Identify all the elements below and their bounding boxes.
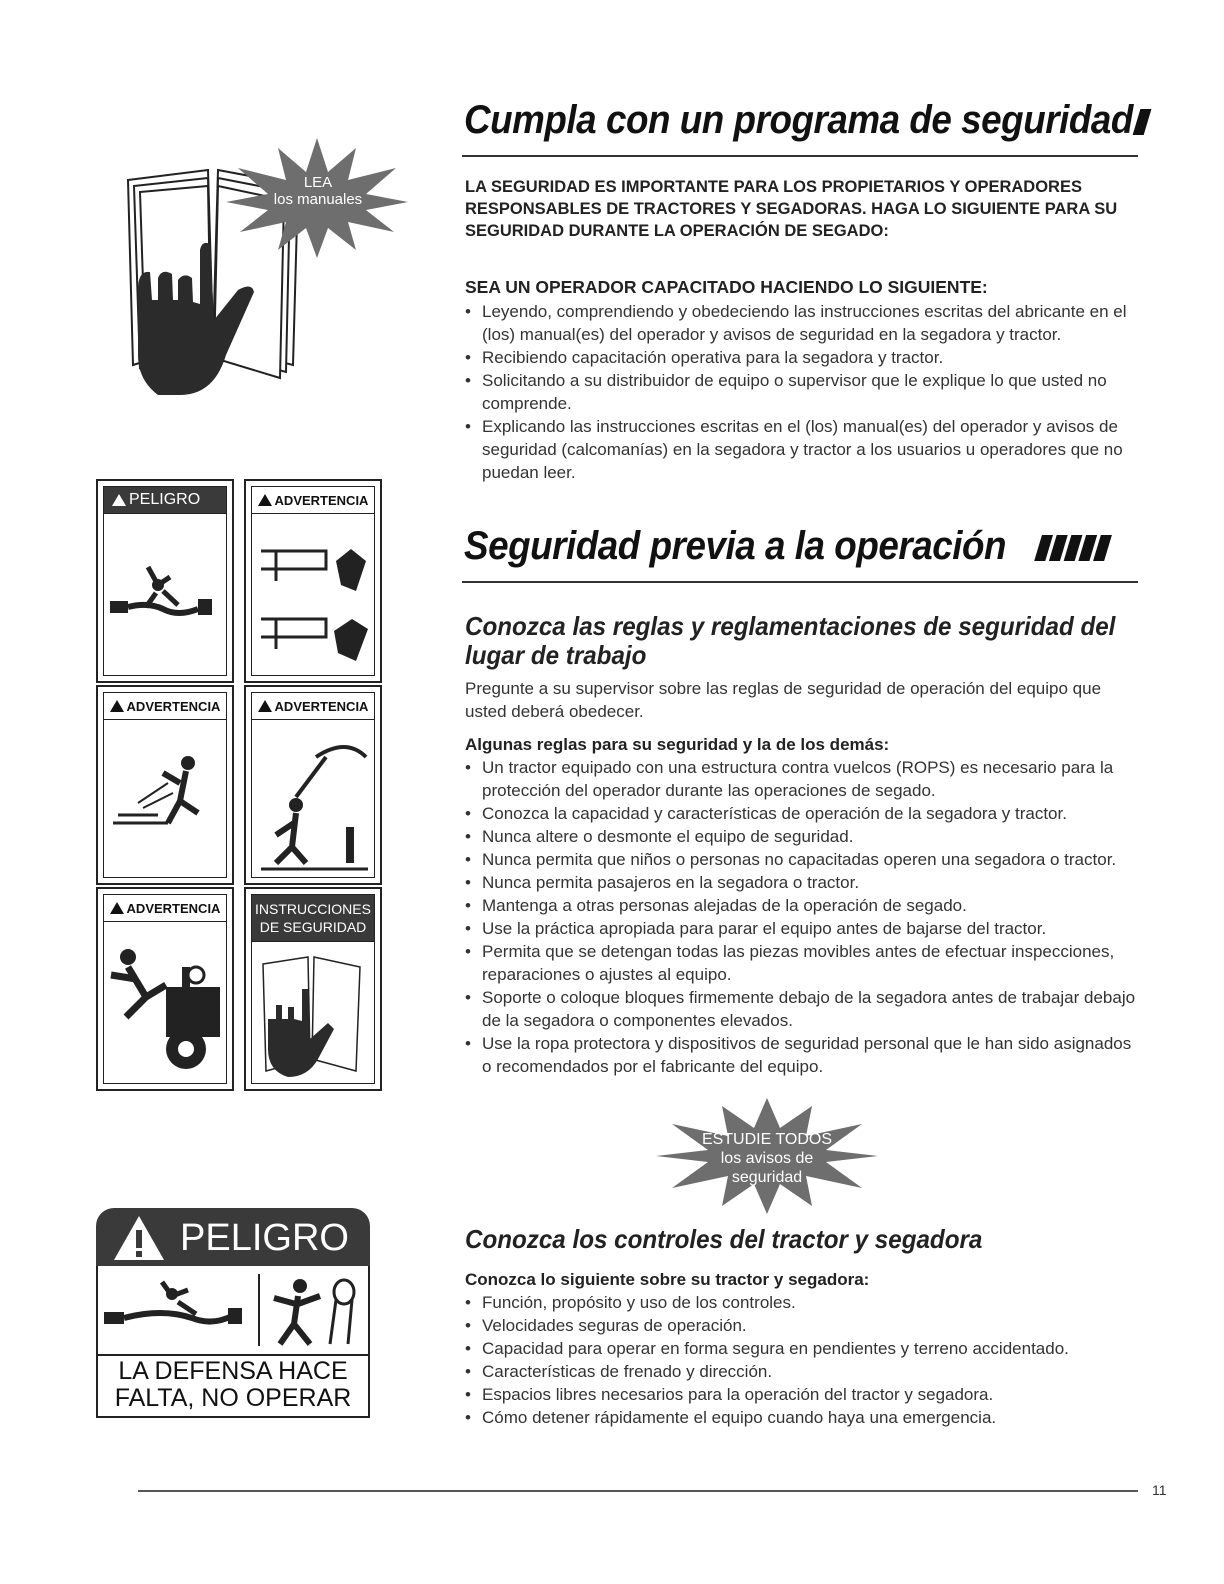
sub2-title: Conozca los controles del tractor y segadora [465,1224,983,1254]
warning-triangle-icon [258,494,272,506]
list-item: • Velocidades seguras de operación. [465,1314,1141,1337]
warning-triangle-icon [258,700,272,712]
big-decal-header: PELIGRO [180,1217,349,1259]
decal-advertencia-4 [96,887,234,1091]
big-decal-footer-line1: LA DEFENSA HACE [118,1357,348,1385]
sub1-title: Conozca las reglas y reglamentaciones de seguridad del lugar de trabajo [465,611,1116,670]
sub1-lead: Algunas reglas para su seguridad y la de los demás: [465,735,890,754]
person-entangled-icon [108,547,223,637]
starburst-manuals-line2: los manuales [273,191,363,208]
list-item: • Espacios libres necesarios para la operación del tractor y segadora. [465,1383,1141,1406]
warning-triangle-icon [110,700,124,712]
section1-intro: LA SEGURIDAD ES IMPORTANTE PARA LOS PROPIETARIOS Y OPERADORES RESPONSABLES DE TRACTORES Y SEGADORAS. HAGA LO SIGUIENTE PARA SU SEGURIDAD DURANTE LA OPERACIÓN DE SEGADO: [465,178,1118,240]
sub1-paragraph: Pregunte a su supervisor sobre las reglas de seguridad de operación del equipo que usted deberá obedecer. [465,679,1102,721]
section1-subheading: SEA UN OPERADOR CAPACITADO HACIENDO LO SIGUIENTE: [465,277,988,297]
falling-deck-icon [256,727,371,877]
section1-title-wrap [464,98,1148,143]
decal-advertencia-3 [244,685,382,885]
list-item: • Recibiendo capacitación operativa para la segadora y tractor. [465,346,1141,369]
study-line1: ESTUDIE TODOS [701,1131,833,1148]
list-item: • Características de frenado y dirección. [465,1360,1141,1383]
decal-advertencia-label: ADVERTENCIA [274,698,369,714]
list-item: • Use la ropa protectora y dispositivos de seguridad personal que le han sido asignados o recomendados por el fabricante del equipo. [465,1032,1141,1078]
decal-advertencia-2 [96,685,234,885]
list-item: • Use la práctica apropiada para parar el equipo antes de bajarse del tractor. [465,917,1141,940]
sub1-bullet-list [465,756,1141,1078]
decal-instrucciones-line1: INSTRUCCIONES [255,901,371,917]
decal-peligro-label: PELIGRO [129,491,201,508]
read-manual-icon [258,949,368,1079]
warning-triangle-icon [112,1214,166,1262]
list-item: • Permita que se detengan todas las piezas movibles antes de efectuar inspecciones, reparaciones o ajustes al equipo. [465,940,1141,986]
tractor-rollover-icon [106,927,226,1077]
list-item: • Nunca permita que niños o personas no capacitadas operen una segadora o tractor. [465,848,1141,871]
list-item: • Cómo detener rápidamente el equipo cuando haya una emergencia. [465,1406,1141,1429]
manual-illustration [118,140,418,405]
list-item: • Función, propósito y uso de los controles. [465,1291,1141,1314]
decal-peligro-large [96,1208,370,1414]
footer-rule [138,1490,1138,1492]
slashes-icon [1034,524,1108,569]
sub2-bullet-list [465,1291,1141,1429]
decal-advertencia-label: ADVERTENCIA [126,698,221,714]
warning-triangle-icon [112,494,126,506]
list-item: • Nunca altere o desmonte el equipo de seguridad. [465,825,1141,848]
sub2-lead: Conozca lo siguiente sobre su tractor y segadora: [465,1270,870,1289]
decal-advertencia-1 [244,479,382,683]
list-item: • Un tractor equipado con una estructura contra vuelcos (ROPS) es necesario para la protección del operador durante las operaciones de segado. [465,756,1141,802]
shaft-guard-icon [264,1274,364,1350]
decal-peligro-small [96,479,234,683]
slash-icon [1133,109,1152,135]
list-item: • Solicitando a su distribuidor de equipo o supervisor que le explique lo que usted no comprende. [465,369,1141,415]
list-item: • Explicando las instrucciones escritas en el (los) manual(es) del operador y avisos de seguridad (calcomanías) en la segadora y tractor a los usuarios u operadores que no puedan leer. [465,415,1141,484]
section1-rule [462,155,1138,157]
section2-title: Seguridad previa a la operación [464,524,1007,568]
entangled-person-icon [102,1278,252,1342]
warning-triangle-icon [110,902,124,914]
section2-title-wrap [464,524,1108,569]
starburst-manuals-line1: LEA [303,174,333,191]
section1-title: Cumpla con un programa de seguridad [464,98,1133,142]
big-decal-footer-line2: FALTA, NO OPERAR [114,1384,352,1412]
hand-crush-icon [256,521,371,671]
section1-bullet-list [465,300,1141,484]
section2-rule [462,581,1138,583]
list-item: • Soporte o coloque bloques firmemente debajo de la segadora antes de trabajar debajo de la segadora o componentes elevados. [465,986,1141,1032]
study-line3: seguridad [731,1169,803,1186]
decal-instrucciones-line2: DE SEGURIDAD [259,919,367,935]
thrown-objects-icon [108,743,223,853]
list-item: • Mantenga a otras personas alejadas de la operación de segado. [465,894,1141,917]
study-starburst [656,1098,878,1214]
list-item: • Capacidad para operar en forma segura en pendientes y terreno accidentado. [465,1337,1141,1360]
decal-advertencia-label: ADVERTENCIA [126,900,221,916]
page-number: 11 [1152,1482,1167,1498]
decal-advertencia-label: ADVERTENCIA [274,492,369,508]
list-item: • Nunca permita pasajeros en la segadora o tractor. [465,871,1141,894]
list-item: • Conozca la capacidad y características de operación de la segadora y tractor. [465,802,1141,825]
list-item: • Leyendo, comprendiendo y obedeciendo las instrucciones escritas del abricante en el (los) manual(es) del operador y avisos de seguridad en la segadora y tractor. [465,300,1141,346]
decal-instrucciones [244,887,382,1091]
study-line2: los avisos de [720,1150,814,1167]
